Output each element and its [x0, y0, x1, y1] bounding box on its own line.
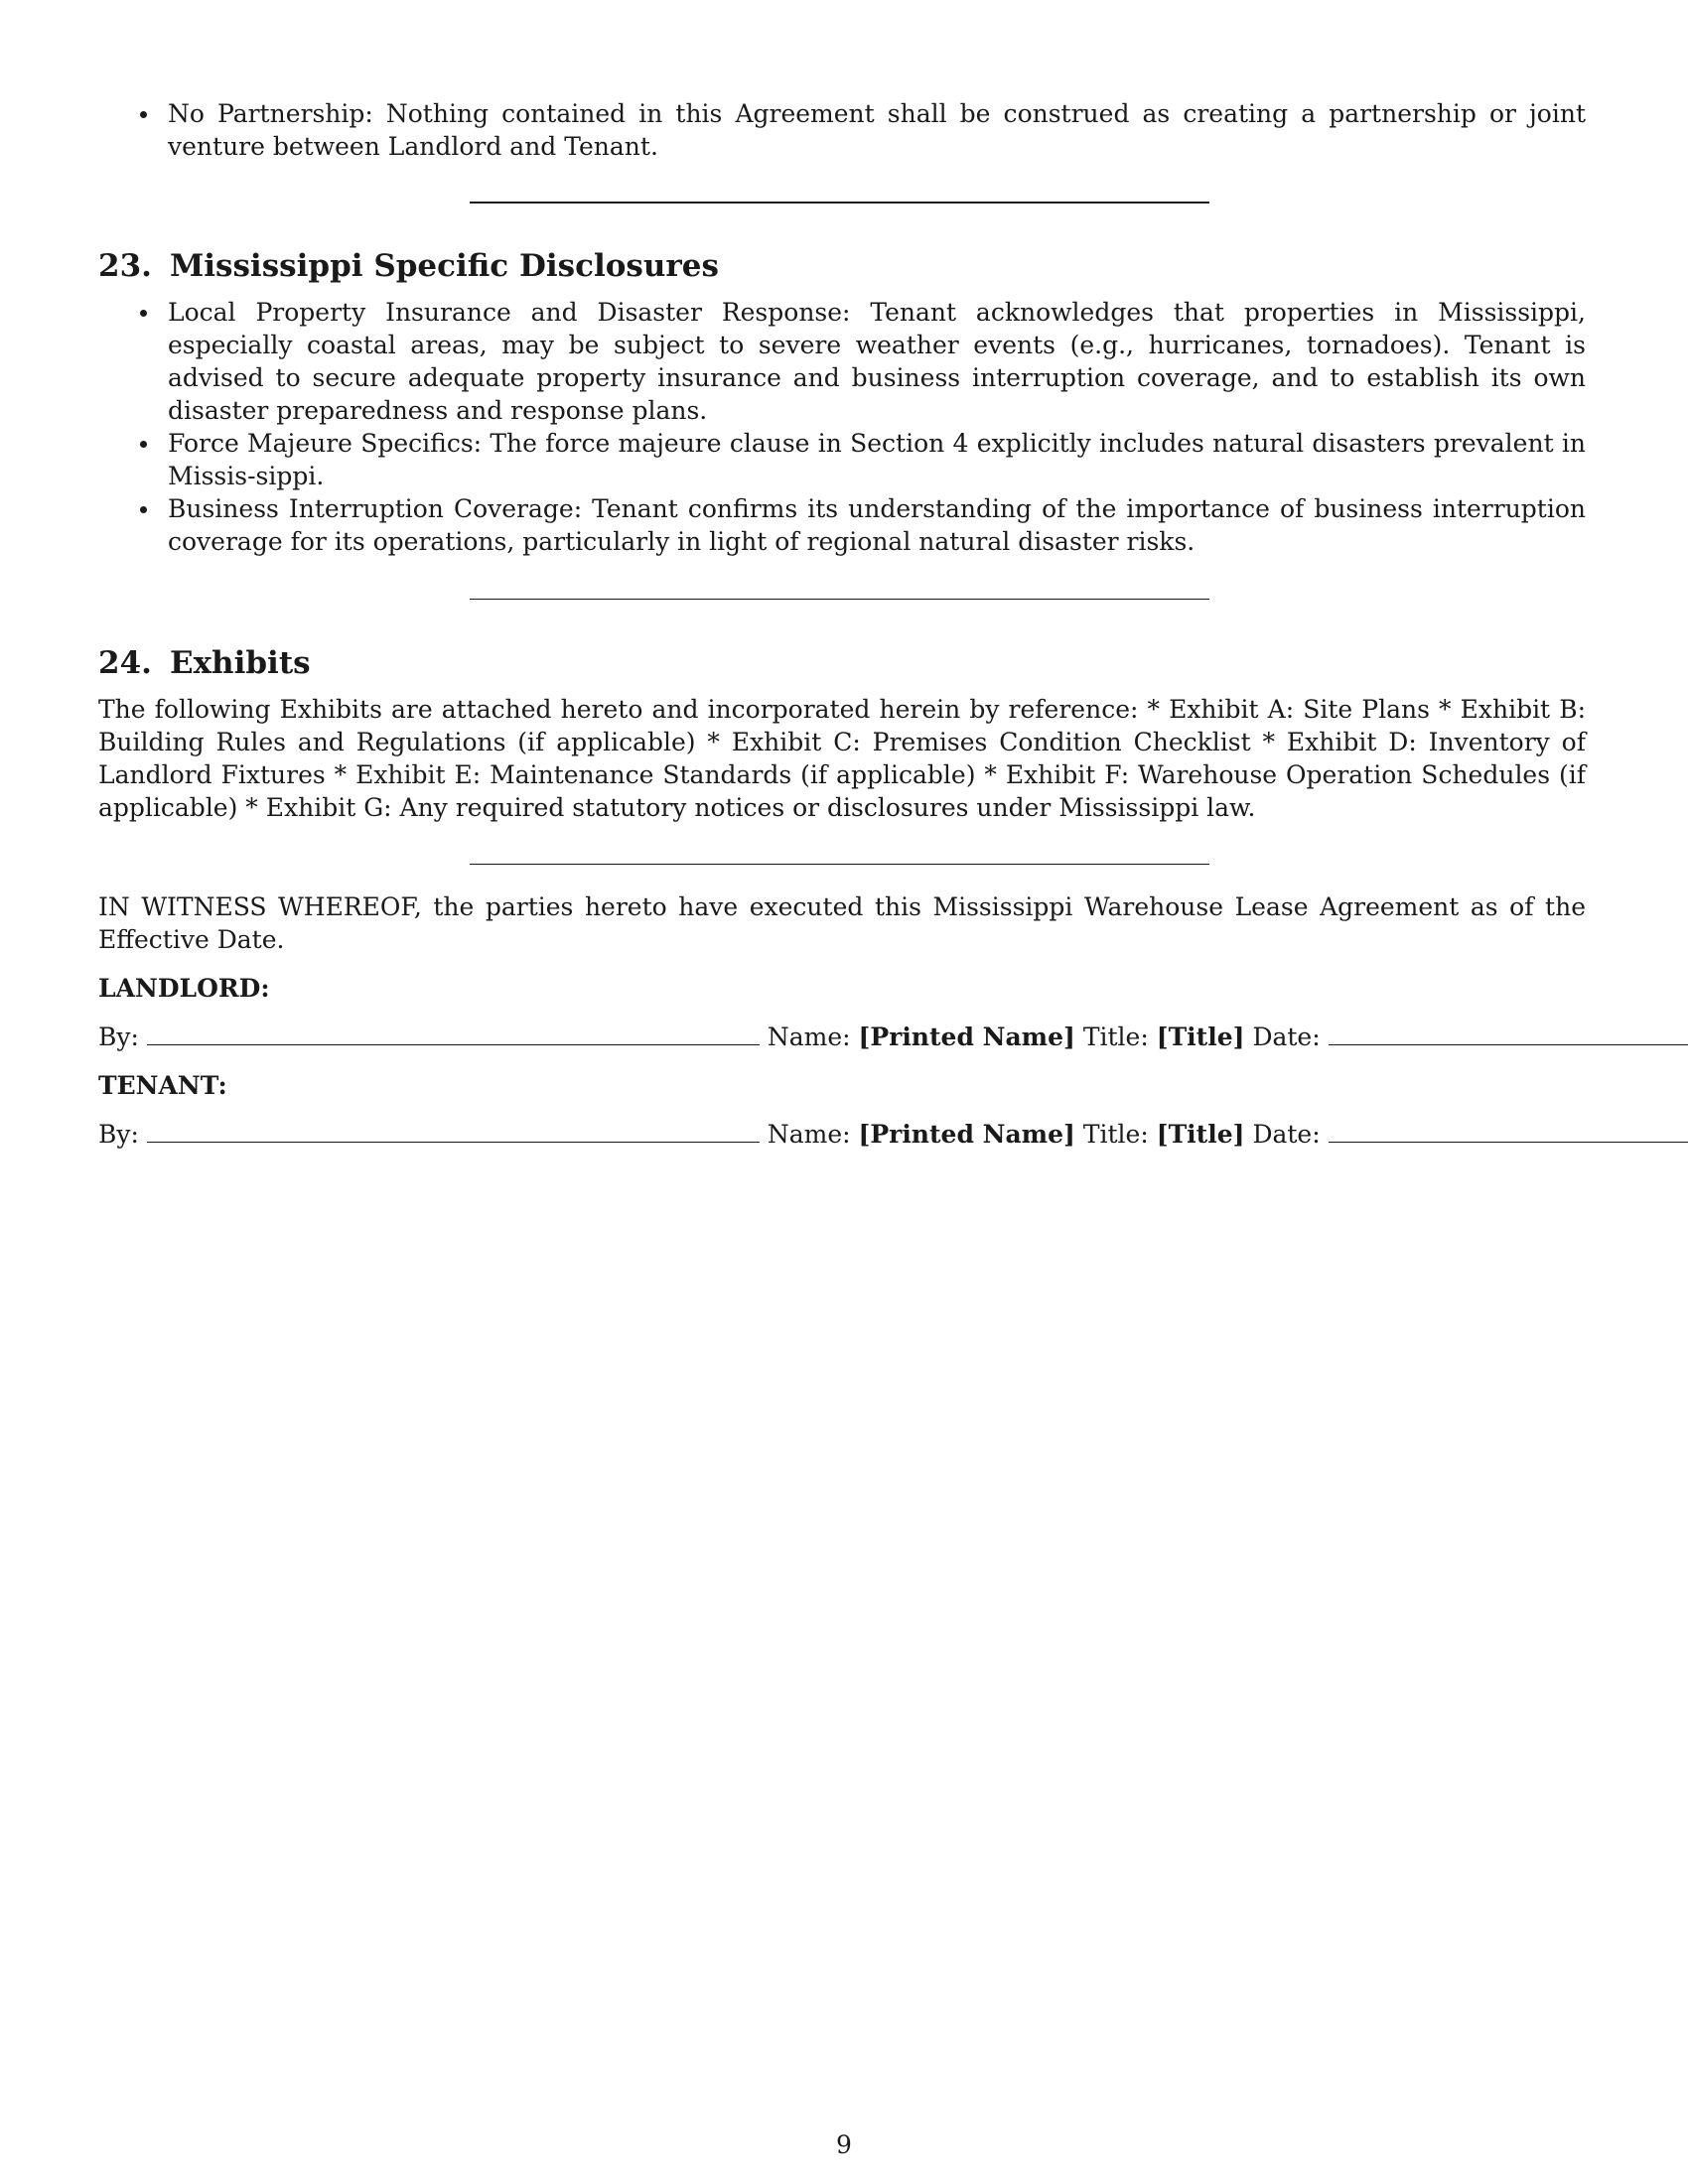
- section-number: 23.: [98, 248, 152, 284]
- section-title: Mississippi Specific Disclosures: [169, 248, 719, 284]
- party-label: LANDLORD:: [98, 974, 270, 1003]
- section-24-heading: [98, 643, 1586, 683]
- list-item: Force Majeure Specifics: The force majeure clause in Section 4 explicitly includes natural disasters prevalent in Missis-sippi.: [98, 427, 1586, 492]
- section-divider: [470, 864, 1209, 865]
- title-placeholder: Title: [1168, 1023, 1233, 1051]
- disclosures-list: [98, 296, 1586, 558]
- exhibits-paragraph: The following Exhibits are attached hereto and incorporated herein by reference: * Exhibit A: Site Plans * Exhibit B: Building Rules and Regulations (if applicable) * Exhibit C: Premises Condition Checklist * Exhibit D: Inventory of Landlord Fixtures * Exhibit E: Maintenance Standards (if applicable) * Exhibit F: Warehouse Operation Schedules (if applicable) * Exhibit G: Any required statutory notices or disclosures under Mississippi law.: [98, 695, 1586, 822]
- date-line[interactable]: [1329, 1021, 1688, 1045]
- printed-name-placeholder: Printed Name: [870, 1120, 1064, 1149]
- date-line[interactable]: [1329, 1118, 1688, 1143]
- signature-row: By: Name: [Printed Name] Title: [Title] Date:: [98, 1021, 1586, 1053]
- date-label: Date:: [1252, 1023, 1321, 1051]
- tenant-signature-block: [98, 1069, 1586, 1151]
- party-label: TENANT:: [98, 1071, 227, 1100]
- section-23-heading: [98, 246, 1586, 286]
- document-page: [98, 97, 1586, 1151]
- section-title: Exhibits: [169, 645, 311, 681]
- signature-line[interactable]: [147, 1118, 760, 1143]
- witness-paragraph: IN WITNESS WHEREOF, the parties hereto have executed this Mississippi Warehouse Lease Agreement as of the Effective Date.: [98, 892, 1586, 954]
- name-label: Name:: [767, 1023, 851, 1051]
- list-item: No Partnership: Nothing contained in this Agreement shall be construed as creating a partnership or joint venture between Landlord and Tenant.: [98, 97, 1586, 163]
- list-item: Local Property Insurance and Disaster Response: Tenant acknowledges that properties in Mississippi, especially coastal areas, may be subject to severe weather events (e.g., hurricanes, tornadoes). Tenant is advised to secure adequate property insurance and business interruption coverage, and to establish its own disaster preparedness and response plans.: [98, 296, 1586, 427]
- signature-line[interactable]: [147, 1021, 760, 1045]
- by-label: By:: [98, 1120, 139, 1149]
- no-partnership-list: [98, 97, 1586, 163]
- title-label: Title:: [1082, 1120, 1149, 1149]
- printed-name-placeholder: Printed Name: [870, 1023, 1064, 1051]
- by-label: By:: [98, 1023, 139, 1051]
- name-label: Name:: [767, 1120, 851, 1149]
- title-placeholder: Title: [1168, 1120, 1233, 1149]
- page-number: 9: [836, 2130, 852, 2159]
- section-number: 24.: [98, 645, 152, 681]
- title-label: Title:: [1082, 1023, 1149, 1051]
- section-divider: [470, 599, 1209, 600]
- section-divider: [470, 202, 1209, 204]
- date-label: Date:: [1252, 1120, 1321, 1149]
- signature-row: By: Name: [Printed Name] Title: [Title] Date:: [98, 1118, 1586, 1151]
- landlord-signature-block: [98, 972, 1586, 1053]
- list-item: Business Interruption Coverage: Tenant confirms its understanding of the importance of business interruption coverage for its operations, particularly in light of regional natural disaster risks.: [98, 492, 1586, 558]
